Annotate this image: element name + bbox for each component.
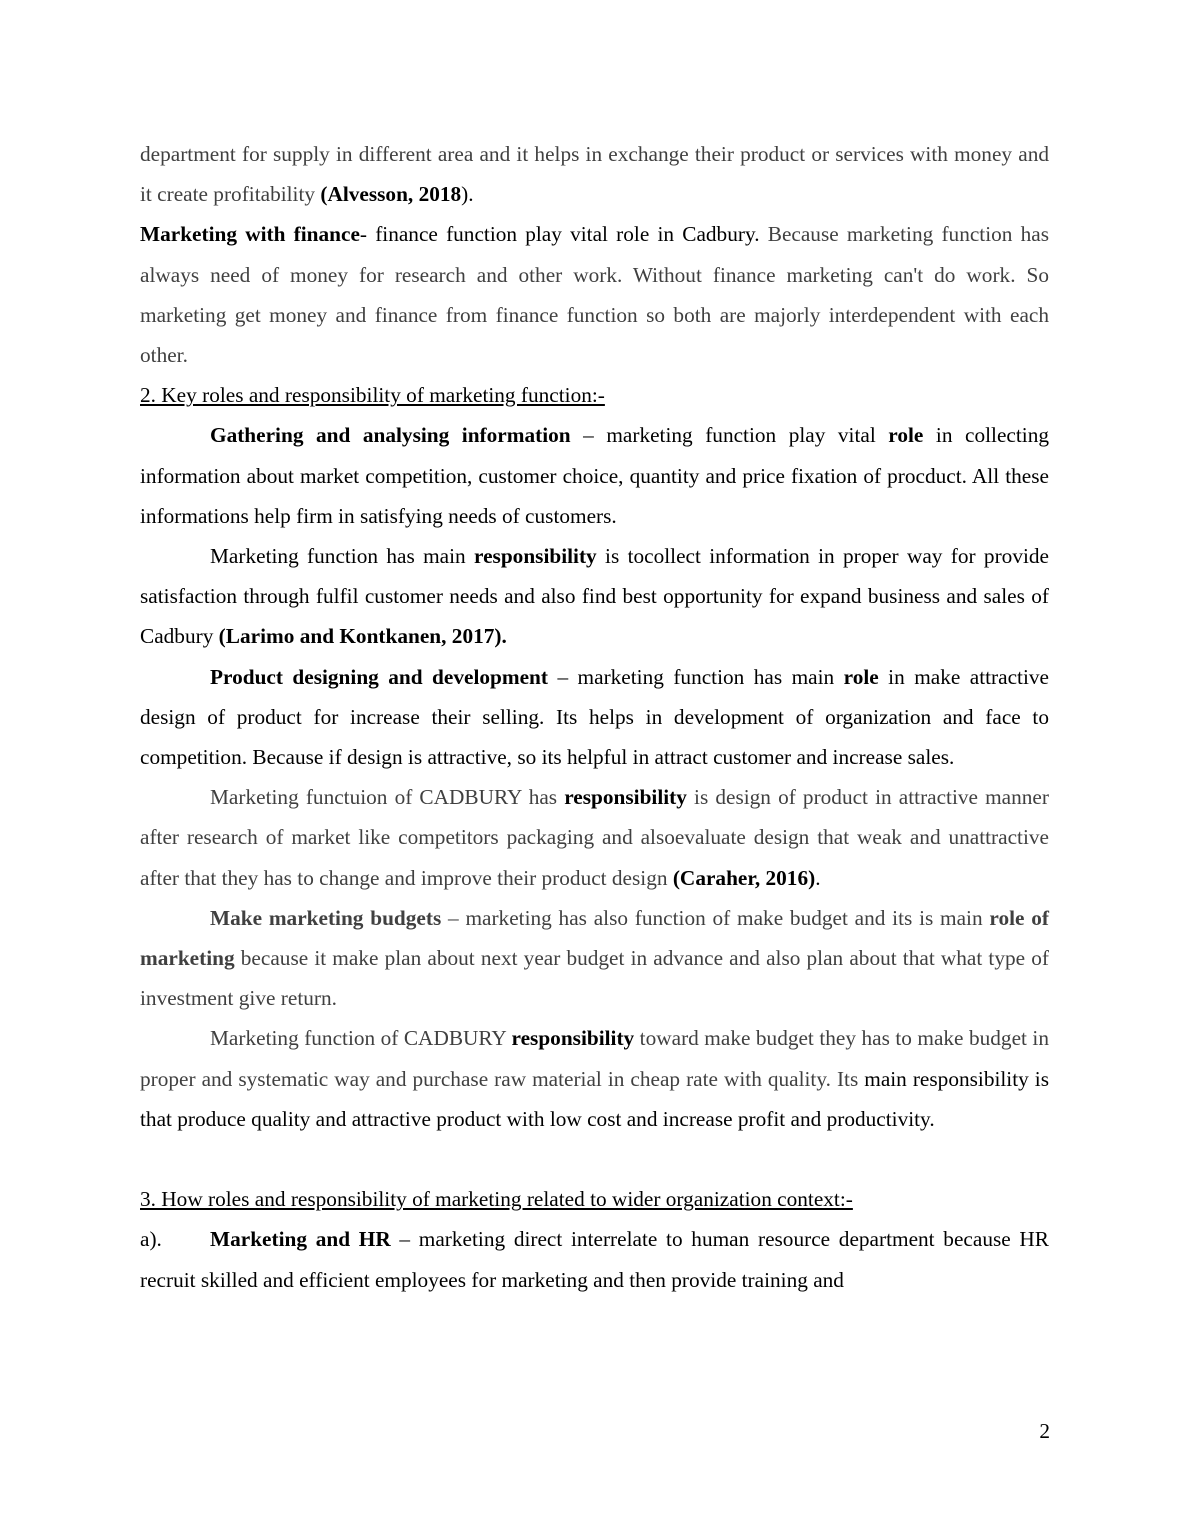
paragraph-organization-supply: department for supply in different area and it helps in exchange their product or services with money and it create profitability (Alvesson, 2018). — [140, 142, 1049, 207]
term-marketing-with-finance: Marketing with finance — [140, 222, 360, 247]
term-make-marketing-budgets: Make marketing budgets — [210, 905, 442, 930]
paragraph-gathering-information: Gathering and analysing information – marketing function play vital role in collecting information about market competition, customer choice, quantity and price fixation of procduct. All these informations help firm in satisfying needs of customers. — [140, 423, 1049, 528]
term-product-designing: Product designing and development — [210, 664, 548, 689]
citation-alvesson: (Alvesson, 2018 — [320, 182, 462, 207]
section-heading-key-roles: 2. Key roles and responsibility of marketing function:- — [140, 383, 605, 408]
list-label: a). — [140, 1227, 162, 1252]
paragraph-product-design: Product designing and development – marketing function has main role in make attractive design of product for increase their selling. Its helps in development of organization and face to competition. Because if design is attractive, so its helpful in attract customer and increase sales. — [140, 664, 1049, 770]
citation-larimo: (Larimo and Kontkanen, 2017). — [218, 624, 507, 649]
page-body — [140, 134, 1049, 1300]
page-number: 2 — [1039, 1419, 1050, 1443]
paragraph-marketing-with-finance: Marketing with finance- finance function play vital role in Cadbury. Because marketing function has always need of money for research and other work. Without finance marketing can't do work. So marketing get money and finance from finance function so both are majorly interdependent with each other. — [140, 222, 1050, 368]
paragraph-budget-responsibility: Marketing function of CADBURY responsibility toward make budget they has to make budget in proper and systematic way and purchase raw material in cheap rate with quality. Its main responsibility is that produce quality and attractive product with low cost and increase profit and productivity. — [140, 1026, 1049, 1131]
term-marketing-and-hr: Marketing and HR — [210, 1227, 391, 1252]
citation-caraher: (Caraher, 2016) — [672, 865, 816, 890]
paragraph-collect-information: Marketing function has main responsibility is tocollect information in proper way for provide satisfaction through fulfil customer needs and also find best opportunity for expand business and sales of Cadbury (Larimo and Kontkanen, 2017). — [140, 544, 1049, 649]
term-gathering-analysing: Gathering and analysing information — [210, 423, 571, 448]
blank-line — [140, 1139, 1049, 1179]
paragraph-marketing-and-hr: a). Marketing and HR – marketing direct interrelate to human resource department because HR recruit skilled and efficient employees for marketing and then provide training and — [140, 1219, 1049, 1299]
paragraph-marketing-budgets: Make marketing budgets – marketing has also function of make budget and its is main role of marketing because it make plan about next year budget in advance and also plan about that what type of investment give return. — [140, 905, 1050, 1011]
section-heading-wider-context: 3. How roles and responsibility of marketing related to wider organization context:- — [140, 1187, 853, 1212]
paragraph-design-responsibility: Marketing functuion of CADBURY has responsibility is design of product in attractive manner after research of market like competitors packaging and alsoevaluate design that weak and unattractive after that they has to change and improve their product design (Caraher, 2016). — [140, 785, 1049, 890]
